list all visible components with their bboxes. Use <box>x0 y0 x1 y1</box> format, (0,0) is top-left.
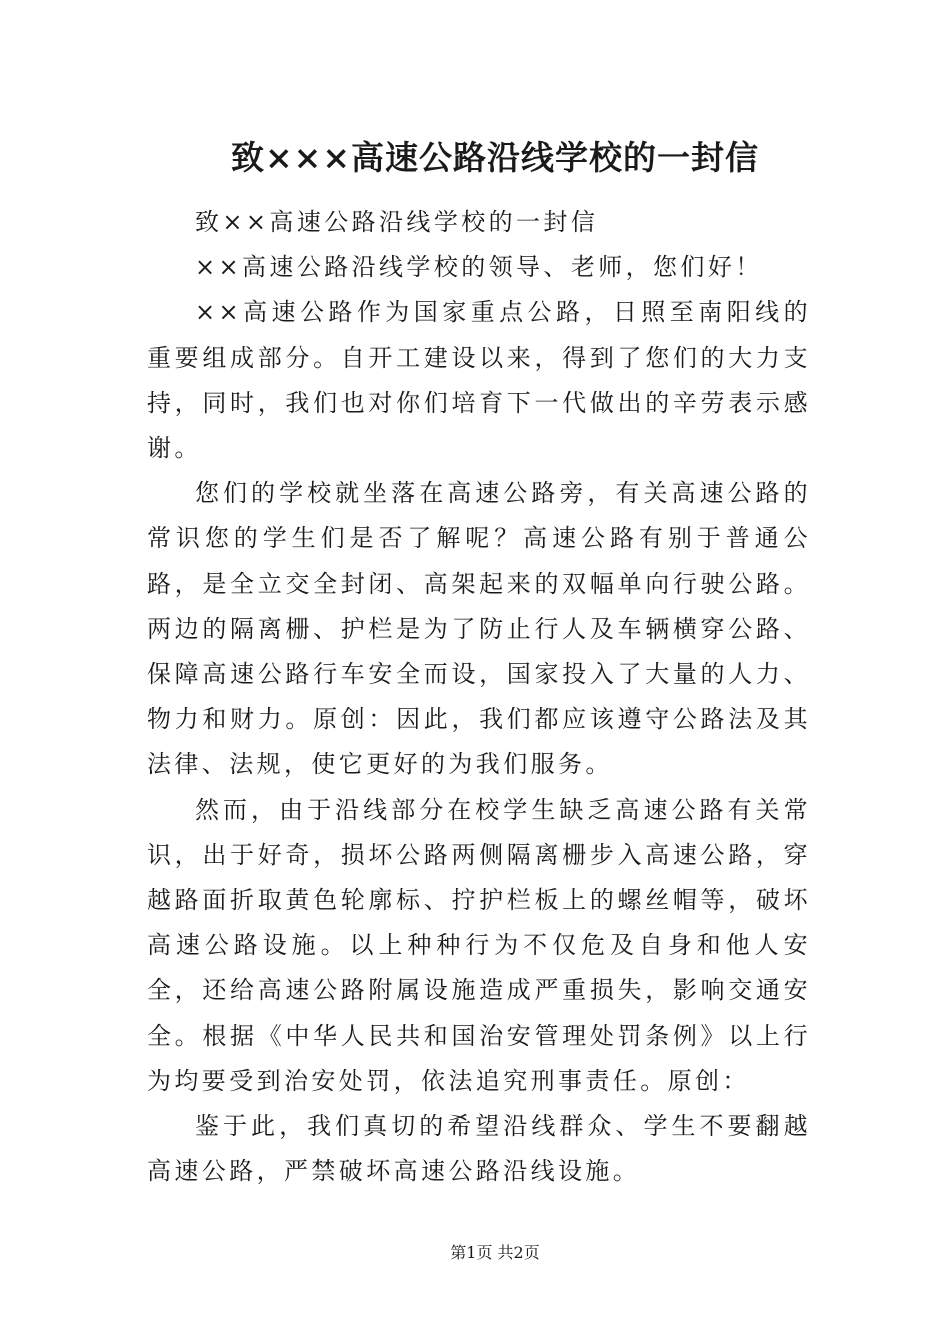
paragraph-heading: 致××高速公路沿线学校的一封信 <box>195 208 599 236</box>
document-body <box>147 200 811 1194</box>
paragraph-damage-warning: 然而，由于沿线部分在校学生缺乏高速公路有关常识，出于好奇，损坏公路两侧隔离栅步入高速公路，穿越路面折取黄色轮廓标、拧护栏板上的螺丝帽等，破坏高速公路设施。以上种种行为不仅危及自身和他人安全，还给高速公路附属设施造成严重损失，影响交通安全。根据《中华人民共和国治安管理处罚条例》以上行为均要受到治安处罚，依法追究刑事责任。原创： <box>147 795 811 1095</box>
paragraph-salutation: ××高速公路沿线学校的领导、老师，您们好！ <box>195 253 763 282</box>
page-number-footer: 第1页 共2页 <box>450 1243 540 1262</box>
document-title: 致×××高速公路沿线学校的一封信 <box>231 138 759 177</box>
paragraph-appeal: 鉴于此，我们真切的希望沿线群众、学生不要翻越高速公路，严禁破坏高速公路沿线设施。 <box>147 1112 811 1186</box>
paragraph-intro: ××高速公路作为国家重点公路，日照至南阳线的重要组成部分。自开工建设以来，得到了您们的大力支持，同时，我们也对你们培育下一代做出的辛劳表示感谢。 <box>147 298 811 463</box>
paragraph-expressway-info: 您们的学校就坐落在高速公路旁，有关高速公路的常识您的学生们是否了解呢？高速公路有别于普通公路，是全立交全封闭、高架起来的双幅单向行驶公路。两边的隔离栅、护栏是为了防止行人及车辆横穿公路、保障高速公路行车安全而设，国家投入了大量的人力、物力和财力。原创：因此，我们都应该遵守公路法及其法律、法规，使它更好的为我们服务。 <box>147 479 811 779</box>
